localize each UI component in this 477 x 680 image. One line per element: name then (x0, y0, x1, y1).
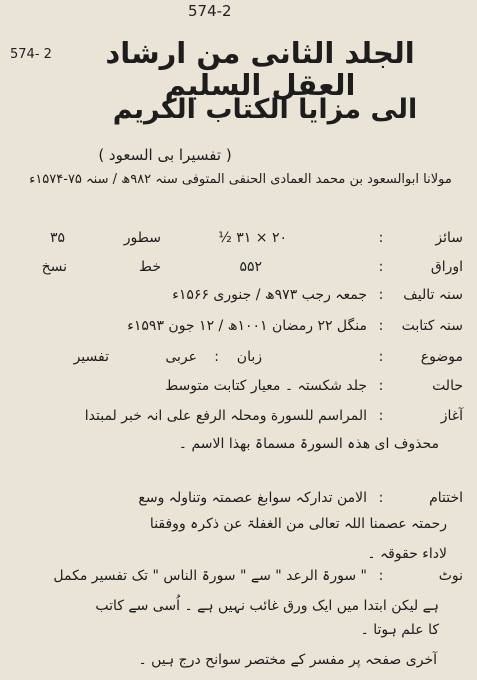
beginning-continuation: محذوف ای ھذہ السورۃ مسماۃ بھذا الاسم ۔ (178, 436, 439, 452)
colon: : (378, 230, 384, 246)
field-row-condition (0, 378, 477, 402)
field-value: ۲۰ × ۳۱ ½ (218, 230, 287, 246)
ending-line-2: رحمتہ عصمنا اللہ تعالی من الغفلۃ عن ذکرہ ووفقنا (149, 516, 447, 532)
ending-line-1: الامن تدارکہ سوابغ عصمتہ وتناولہ وسع (138, 490, 367, 506)
field-label: اوراق (430, 259, 463, 275)
field-label: حالت (432, 378, 463, 394)
colon: : (378, 287, 384, 303)
field-value: جمعہ رجب ۹۷۳ھ / جنوری ۱۵۶۶ء (172, 287, 367, 303)
field-extra-colon: : (214, 349, 219, 365)
field-value: تفسیر (73, 349, 109, 365)
colon: : (378, 259, 384, 275)
title-line-2: الی مزایا الکتاب الکریم (112, 94, 418, 125)
field-label: نوٹ (438, 568, 463, 584)
ending-line-3: لاداء حقوقہ ۔ (367, 546, 447, 562)
field-label: سنہ تالیف (403, 287, 463, 303)
field-label: اختتام (429, 490, 463, 506)
colon: : (378, 378, 384, 394)
field-value: ۵۵۲ (239, 259, 262, 275)
field-row-subject (0, 349, 477, 373)
author-line: مولانا ابوالسعود بن محمد العمادی الحنفی المتوفی سنہ ۹۸۲ھ / سنہ ۷۵-۱۵۷۴ء (29, 172, 452, 187)
catalog-number-left: 574- 2 (10, 47, 52, 62)
colon: : (378, 318, 384, 334)
field-label: موضوع (420, 349, 463, 365)
title-line-1: الجلد الثانی من ارشاد العقل السلیم (105, 36, 415, 102)
note-line-2: ہے لیکن ابتدا میں ایک ورق غائب نہیں ہے ۔ اُسی سے کاتب (95, 598, 439, 614)
field-label: سائز (435, 230, 463, 246)
note-line-3: کا علم ہوتا ۔ (360, 622, 439, 638)
field-label: سنہ کتابت (401, 318, 463, 334)
field-value: منگل ۲۲ رمضان ۱۰۰۱ھ / ۱۲ جون ۱۵۹۳ء (127, 318, 367, 334)
catalog-number-top: 574-2 (188, 2, 232, 20)
colon: : (378, 408, 384, 424)
field-row-pages (0, 259, 477, 283)
field-row-copy-year (0, 318, 477, 342)
colon: : (378, 490, 384, 506)
field-row-ending (0, 490, 477, 514)
title-parenthetical: ( تفسیرا بی السعود ) (98, 146, 232, 164)
footer-note: آخری صفحہ پر مفسر کے مختصر سوانح درج ہیں ۔ (138, 652, 437, 668)
field-extra-label: زبان (236, 349, 262, 365)
field-extra-label: سطور (123, 230, 161, 246)
colon: : (378, 568, 384, 584)
field-value: جلد شکستہ ۔ معیار کتابت متوسط (165, 378, 367, 394)
field-row-beginning (0, 408, 477, 432)
field-extra-value: عربی (165, 349, 197, 365)
field-value: المراسم للسورة ومحلہ الرفع علی انہ خبر لمبتدا (84, 408, 367, 424)
field-row-size (0, 230, 477, 254)
field-extra-value: نسخ (41, 259, 67, 275)
field-row-compilation-year (0, 287, 477, 311)
field-label: آغاز (440, 408, 463, 424)
field-extra-value: ۳۵ (49, 230, 65, 246)
note-line-1: " سورۃ الرعد " سے " سورۃ الناس " تک تفسیر مکمل (53, 568, 367, 584)
field-extra-label: خط (139, 259, 161, 275)
colon: : (378, 349, 384, 365)
field-row-note (0, 568, 477, 592)
